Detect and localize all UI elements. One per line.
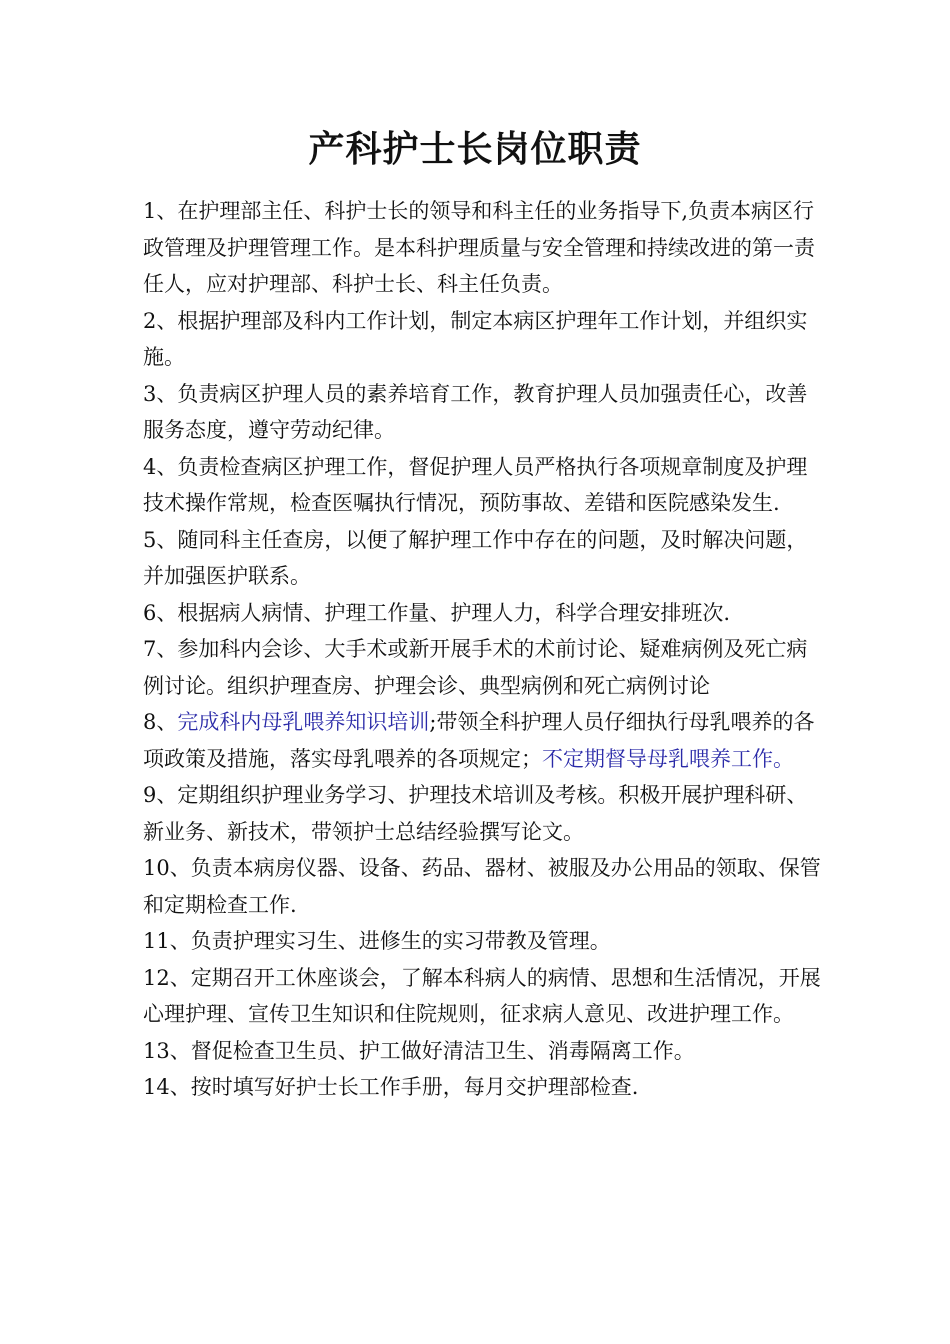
duty-item-3: 3、负责病区护理人员的素养培育工作，教育护理人员加强责任心，改善服务态度，遵守劳动纪律。 (143, 381, 808, 442)
duty-item-8-middle: ;带领全科护理人员仔细执行母乳喂养的各项政策及措施，落实母乳喂养的各项规定； (143, 710, 815, 771)
duty-item-8-prefix: 8、 (143, 710, 178, 734)
duty-item-1: 1、在护理部主任、科护士长的领导和科主任的业务指导下,负责本病区行政管理及护理管理工作。是本科护理质量与安全管理和持续改进的第一责任人，应对护理部、科护士长、科主任负责。 (143, 199, 815, 296)
duty-item-14: 14、按时填写好护士长工作手册，每月交护理部检查. (143, 1075, 639, 1099)
duty-item-13: 13、督促检查卫生员、护工做好清洁卫生、消毒隔离工作。 (143, 1038, 695, 1063)
supervision-link[interactable]: 不定期督导母乳喂养工作。 (542, 746, 794, 771)
duty-item-10: 10、负责本病房仪器、设备、药品、器材、被服及办公用品的领取、保管和定期检查工作. (143, 856, 821, 917)
duty-item-9: 9、定期组织护理业务学习、护理技术培训及考核。积极开展护理科研、新业务、新技术，带领护士总结经验撰写论文。 (143, 783, 808, 844)
training-link[interactable]: 完成科内母乳喂养知识培训 (177, 710, 430, 734)
duty-item-12: 12、定期召开工休座谈会，了解本科病人的病情、思想和生活情况，开展心理护理、宣传卫生知识和住院规则，征求病人意见、改进护理工作。 (143, 965, 821, 1026)
duty-item-6: 6、根据病人病情、护理工作量、护理人力，科学合理安排班次. (143, 600, 731, 625)
duty-item-7: 7、参加科内会诊、大手术或新开展手术的术前讨论、疑难病例及死亡病例讨论。组织护理查房、护理会诊、典型病例和死亡病例讨论 (143, 637, 808, 698)
duty-item-4: 4、负责检查病区护理工作，督促护理人员严格执行各项规章制度及护理技术操作常规，检查医嘱执行情况，预防事故、差错和医院感染发生. (143, 454, 808, 515)
duty-item-5: 5、随同科主任查房，以便了解护理工作中存在的问题，及时解决问题，并加强医护联系。 (143, 527, 808, 588)
duty-list (143, 193, 828, 1106)
duty-item-8 (143, 704, 828, 777)
page-title: 产科护士长岗位职责 (308, 129, 642, 170)
duty-item-2: 2、根据护理部及科内工作计划，制定本病区护理年工作计划，并组织实施。 (143, 308, 808, 369)
duty-item-11: 11、负责护理实习生、进修生的实习带教及管理。 (143, 929, 611, 953)
